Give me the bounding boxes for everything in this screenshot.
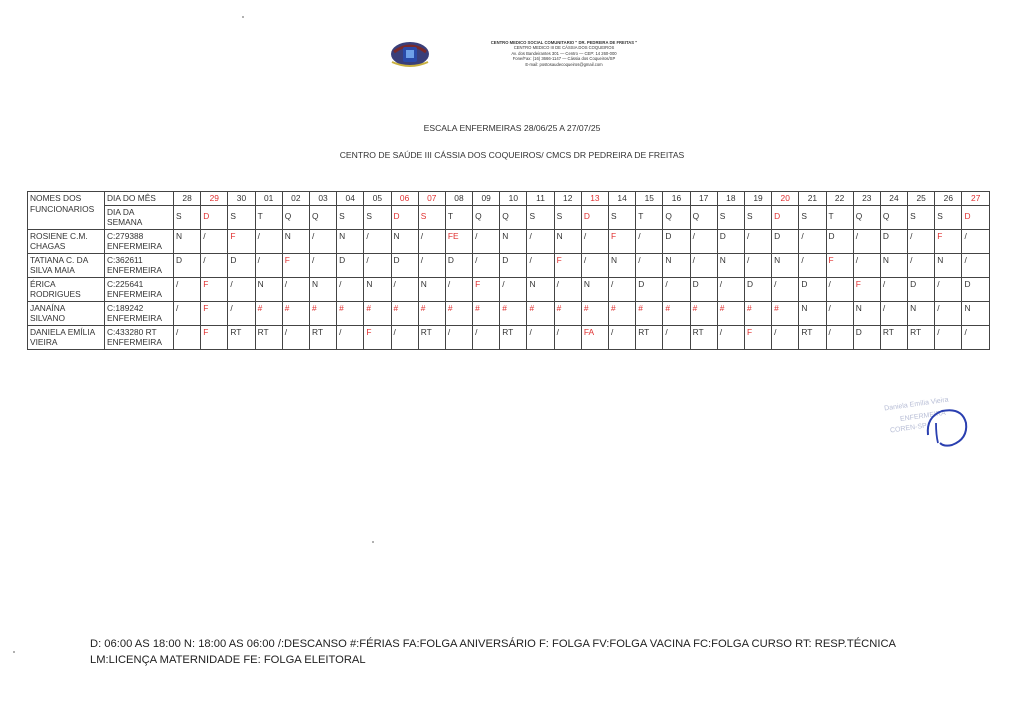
shift-cell: RT (228, 325, 255, 349)
stamp-line: ENFERMEIRA (899, 409, 947, 424)
shift-cell: RT (309, 325, 336, 349)
shift-cell: / (636, 229, 663, 253)
table-row (28, 301, 990, 325)
weekday-cell: T (255, 205, 282, 229)
day-number-cell: 12 (554, 192, 581, 206)
shift-cell: N (282, 229, 309, 253)
shift-cell: / (690, 229, 717, 253)
day-number-cell: 29 (201, 192, 228, 206)
shift-cell: RT (799, 325, 826, 349)
shift-cell: F (282, 253, 309, 277)
shift-cell: / (418, 229, 445, 253)
shift-cell: D (228, 253, 255, 277)
weekday-cell: Q (690, 205, 717, 229)
weekday-cell: D (391, 205, 418, 229)
shift-cell: RT (255, 325, 282, 349)
weekday-cell: Q (853, 205, 880, 229)
weekday-cell: S (418, 205, 445, 229)
day-number-cell: 23 (853, 192, 880, 206)
shift-cell: / (364, 253, 391, 277)
shift-cell: D (908, 277, 935, 301)
shift-cell: / (826, 301, 853, 325)
legend-line: LM:LICENÇA MATERNIDADE FE: FOLGA ELEITORAL (90, 654, 366, 666)
staff-code-cell: C:362611 ENFERMEIRA (105, 253, 174, 277)
shift-cell: / (663, 325, 690, 349)
shift-cell: F (853, 277, 880, 301)
staff-name-cell: JANAÍNA SILVANO (28, 301, 105, 325)
shift-cell: RT (880, 325, 907, 349)
weekday-cell: Q (500, 205, 527, 229)
shift-cell: F (826, 253, 853, 277)
shift-cell: RT (690, 325, 717, 349)
shift-cell: / (853, 253, 880, 277)
day-number-cell: 03 (309, 192, 336, 206)
day-number-cell: 26 (935, 192, 962, 206)
shift-cell: / (473, 229, 500, 253)
weekday-cell: T (636, 205, 663, 229)
shift-cell: D (636, 277, 663, 301)
shift-cell: / (717, 325, 744, 349)
shift-cell: / (908, 253, 935, 277)
shift-cell: / (337, 325, 364, 349)
shift-cell: / (853, 229, 880, 253)
shift-cell: / (527, 229, 554, 253)
day-number-cell: 08 (445, 192, 472, 206)
shift-cell: F (935, 229, 962, 253)
shift-cell: / (174, 325, 201, 349)
day-number-cell: 16 (663, 192, 690, 206)
weekday-cell: Q (473, 205, 500, 229)
day-number-cell: 07 (418, 192, 445, 206)
day-number-cell: 22 (826, 192, 853, 206)
shift-cell: N (337, 229, 364, 253)
shift-cell: D (744, 277, 771, 301)
shift-cell: # (337, 301, 364, 325)
table-row (28, 325, 990, 349)
shift-cell: / (880, 301, 907, 325)
shift-cell: / (255, 253, 282, 277)
shift-cell: # (609, 301, 636, 325)
shift-cell: # (391, 301, 418, 325)
staff-name-cell: DANIELA EMÍLIA VIEIRA (28, 325, 105, 349)
weekday-cell: Q (663, 205, 690, 229)
weekday-cell: S (527, 205, 554, 229)
scan-speck (13, 651, 15, 653)
shift-cell: F (201, 277, 228, 301)
day-number-cell: 18 (717, 192, 744, 206)
shift-cell: / (337, 277, 364, 301)
shift-cell: # (717, 301, 744, 325)
shift-cell: / (935, 277, 962, 301)
shift-cell: D (337, 253, 364, 277)
shift-cell: / (364, 229, 391, 253)
shift-cell: N (880, 253, 907, 277)
shift-cell: # (364, 301, 391, 325)
day-number-cell: 09 (473, 192, 500, 206)
shift-cell: / (473, 325, 500, 349)
shift-cell: F (554, 253, 581, 277)
shift-cell: N (174, 229, 201, 253)
shift-cell: N (799, 301, 826, 325)
shift-cell: # (445, 301, 472, 325)
shift-cell: RT (908, 325, 935, 349)
staff-code-cell: C:189242 ENFERMEIRA (105, 301, 174, 325)
shift-cell: / (826, 325, 853, 349)
shift-cell: D (391, 253, 418, 277)
shift-cell: / (581, 253, 608, 277)
shift-cell: N (609, 253, 636, 277)
day-number-cell: 27 (962, 192, 990, 206)
shift-cell: / (962, 253, 990, 277)
table-row (28, 229, 990, 253)
weekday-cell: S (228, 205, 255, 229)
weekday-cell: D (772, 205, 799, 229)
shift-cell: D (174, 253, 201, 277)
header-cell-weekday: DIA DA SEMANA (105, 205, 174, 229)
shift-cell: D (717, 229, 744, 253)
shift-cell: / (772, 277, 799, 301)
shift-cell: / (799, 229, 826, 253)
shift-cell: / (744, 229, 771, 253)
shift-cell: # (581, 301, 608, 325)
shift-cell: # (554, 301, 581, 325)
weekday-cell: S (908, 205, 935, 229)
shift-cell: D (826, 229, 853, 253)
shift-cell: / (282, 325, 309, 349)
shift-cell: D (445, 253, 472, 277)
table-row (28, 253, 990, 277)
shift-cell: / (201, 229, 228, 253)
shift-cell: # (772, 301, 799, 325)
shift-cell: F (609, 229, 636, 253)
day-number-cell: 25 (908, 192, 935, 206)
shift-cell: F (364, 325, 391, 349)
staff-name-cell: ÉRICA RODRIGUES (28, 277, 105, 301)
shift-cell: / (201, 253, 228, 277)
shift-cell: D (690, 277, 717, 301)
shift-cell: / (609, 325, 636, 349)
shift-cell: D (500, 253, 527, 277)
weekday-cell: S (609, 205, 636, 229)
shift-cell: F (201, 301, 228, 325)
shift-cell: F (744, 325, 771, 349)
shift-cell: / (174, 277, 201, 301)
scan-speck (372, 541, 374, 543)
shift-cell: N (772, 253, 799, 277)
shift-cell: / (391, 325, 418, 349)
shift-cell: / (880, 277, 907, 301)
shift-cell: N (255, 277, 282, 301)
shift-cell: # (744, 301, 771, 325)
shift-cell: # (473, 301, 500, 325)
shift-cell: / (174, 301, 201, 325)
header-cell-day: DIA DO MÊS (105, 192, 174, 206)
shift-cell: D (799, 277, 826, 301)
shift-cell: RT (418, 325, 445, 349)
weekday-cell: Q (282, 205, 309, 229)
day-number-cell: 05 (364, 192, 391, 206)
shift-cell: # (418, 301, 445, 325)
signature-scribble-icon (870, 395, 990, 465)
shift-cell: / (690, 253, 717, 277)
shift-cell: / (473, 253, 500, 277)
shift-cell: # (500, 301, 527, 325)
shift-cell: / (717, 277, 744, 301)
shift-cell: # (636, 301, 663, 325)
shift-cell: / (799, 253, 826, 277)
institution-line: CENTRO MEDICO III DE CÁSSIA DOS COQUEIROS (513, 45, 615, 51)
weekday-cell: T (826, 205, 853, 229)
day-number-cell: 21 (799, 192, 826, 206)
shift-cell: FE (445, 229, 472, 253)
shift-cell: / (908, 229, 935, 253)
stamp-line: COREN-SP (889, 422, 928, 435)
day-number-cell: 24 (880, 192, 907, 206)
table-weekday-row (28, 205, 990, 229)
shift-cell: F (228, 229, 255, 253)
weekday-cell: Q (309, 205, 336, 229)
shift-cell: N (908, 301, 935, 325)
shift-cell: / (309, 253, 336, 277)
shift-cell: # (527, 301, 554, 325)
institution-line: Fone/Fax: (16) 3666-1147 — Cássia dos Coqueiros/SP (512, 56, 616, 62)
shift-cell: N (364, 277, 391, 301)
shift-cell: / (826, 277, 853, 301)
staff-code-cell: C:279388 ENFERMEIRA (105, 229, 174, 253)
table-header-row (28, 192, 990, 206)
shift-cell: # (255, 301, 282, 325)
municipal-coat-of-arms-icon (388, 38, 432, 68)
shift-cell: / (935, 301, 962, 325)
table-row (28, 277, 990, 301)
shift-cell: F (201, 325, 228, 349)
day-number-cell: 30 (228, 192, 255, 206)
shift-cell: / (228, 301, 255, 325)
shift-cell: N (391, 229, 418, 253)
day-number-cell: 11 (527, 192, 554, 206)
shift-cell: / (935, 325, 962, 349)
shift-cell: / (418, 253, 445, 277)
header-cell-names: NOMES DOS FUNCIONARIOS (28, 192, 105, 230)
signature-stamp (870, 395, 990, 465)
shift-cell: N (853, 301, 880, 325)
shift-cell: / (962, 229, 990, 253)
shift-cell: / (391, 277, 418, 301)
shift-cell: D (880, 229, 907, 253)
shift-cell: N (663, 253, 690, 277)
shift-cell: / (309, 229, 336, 253)
shift-cell: N (554, 229, 581, 253)
shift-cell: N (962, 301, 990, 325)
shift-cell: / (772, 325, 799, 349)
weekday-cell: S (554, 205, 581, 229)
day-number-cell: 02 (282, 192, 309, 206)
shift-cell: / (744, 253, 771, 277)
day-number-cell: 06 (391, 192, 418, 206)
shift-cell: / (527, 253, 554, 277)
shift-cell: # (282, 301, 309, 325)
weekday-cell: T (445, 205, 472, 229)
weekday-cell: D (962, 205, 990, 229)
schedule-title: ESCALA ENFERMEIRAS 28/06/25 A 27/07/25 (423, 123, 601, 133)
weekday-cell: S (174, 205, 201, 229)
legend (90, 636, 990, 668)
shift-cell: F (473, 277, 500, 301)
institution-line: E-mail: postosaudecoqueiros@gmail.com (525, 61, 603, 67)
day-number-cell: 28 (174, 192, 201, 206)
weekday-cell: D (201, 205, 228, 229)
shift-cell: N (418, 277, 445, 301)
shift-cell: / (663, 277, 690, 301)
shift-cell: N (309, 277, 336, 301)
institution-info (444, 40, 684, 67)
stamp-line: Daniela Emília Vieira (883, 396, 950, 413)
shift-cell: N (527, 277, 554, 301)
staff-code-cell: C:433280 RT ENFERMEIRA (105, 325, 174, 349)
shift-cell: / (500, 277, 527, 301)
shift-cell: RT (500, 325, 527, 349)
shift-cell: D (853, 325, 880, 349)
weekday-cell: S (744, 205, 771, 229)
staff-name-cell: ROSIENE C.M. CHAGAS (28, 229, 105, 253)
shift-cell: D (772, 229, 799, 253)
shift-cell: / (445, 325, 472, 349)
shift-cell: / (527, 325, 554, 349)
day-number-cell: 17 (690, 192, 717, 206)
weekday-cell: S (935, 205, 962, 229)
day-number-cell: 19 (744, 192, 771, 206)
shift-cell: # (309, 301, 336, 325)
weekday-cell: S (717, 205, 744, 229)
shift-cell: / (554, 277, 581, 301)
shift-cell: / (581, 229, 608, 253)
health-center-title: CENTRO DE SAÚDE III CÁSSIA DOS COQUEIROS/ CMCS DR PEDREIRA DE FREITAS (339, 150, 685, 160)
day-number-cell: 10 (500, 192, 527, 206)
shift-cell: RT (636, 325, 663, 349)
letterhead (388, 38, 688, 70)
shift-cell: N (717, 253, 744, 277)
scan-speck (242, 16, 244, 18)
day-number-cell: 01 (255, 192, 282, 206)
shift-cell: FA (581, 325, 608, 349)
day-number-cell: 15 (636, 192, 663, 206)
institution-line: CENTRO MEDICO SOCIAL COMUNITARIO " DR. PEDREIRA DE FREITAS " (490, 40, 638, 45)
shift-cell: / (255, 229, 282, 253)
institution-line: Av. dos Bandeirantes 301 — Centro — CEP: 14 260-000 (511, 50, 617, 56)
weekday-cell: D (581, 205, 608, 229)
day-number-cell: 13 (581, 192, 608, 206)
shift-cell: # (690, 301, 717, 325)
weekday-cell: S (799, 205, 826, 229)
shift-cell: N (935, 253, 962, 277)
shift-cell: # (663, 301, 690, 325)
weekday-cell: S (337, 205, 364, 229)
staff-code-cell: C:225641 ENFERMEIRA (105, 277, 174, 301)
weekday-cell: S (364, 205, 391, 229)
shift-cell: / (445, 277, 472, 301)
legend-line: D: 06:00 AS 18:00 N: 18:00 AS 06:00 /:DESCANSO #:FÉRIAS FA:FOLGA ANIVERSÁRIO F: FOLGA FV:FOLGA VACINA FC:FOLGA CURSO RT: RESP.TÉCNICA (90, 638, 896, 650)
shift-cell: / (554, 325, 581, 349)
shift-cell: D (663, 229, 690, 253)
shift-cell: / (962, 325, 990, 349)
shift-cell: / (282, 277, 309, 301)
shift-cell: / (609, 277, 636, 301)
shift-cell: / (636, 253, 663, 277)
day-number-cell: 04 (337, 192, 364, 206)
shift-cell: N (581, 277, 608, 301)
shift-cell: D (962, 277, 990, 301)
day-number-cell: 14 (609, 192, 636, 206)
staff-name-cell: TATIANA C. DA SILVA MAIA (28, 253, 105, 277)
weekday-cell: Q (880, 205, 907, 229)
shift-cell: N (500, 229, 527, 253)
nurse-schedule-table (27, 191, 990, 350)
shift-cell: / (228, 277, 255, 301)
day-number-cell: 20 (772, 192, 799, 206)
